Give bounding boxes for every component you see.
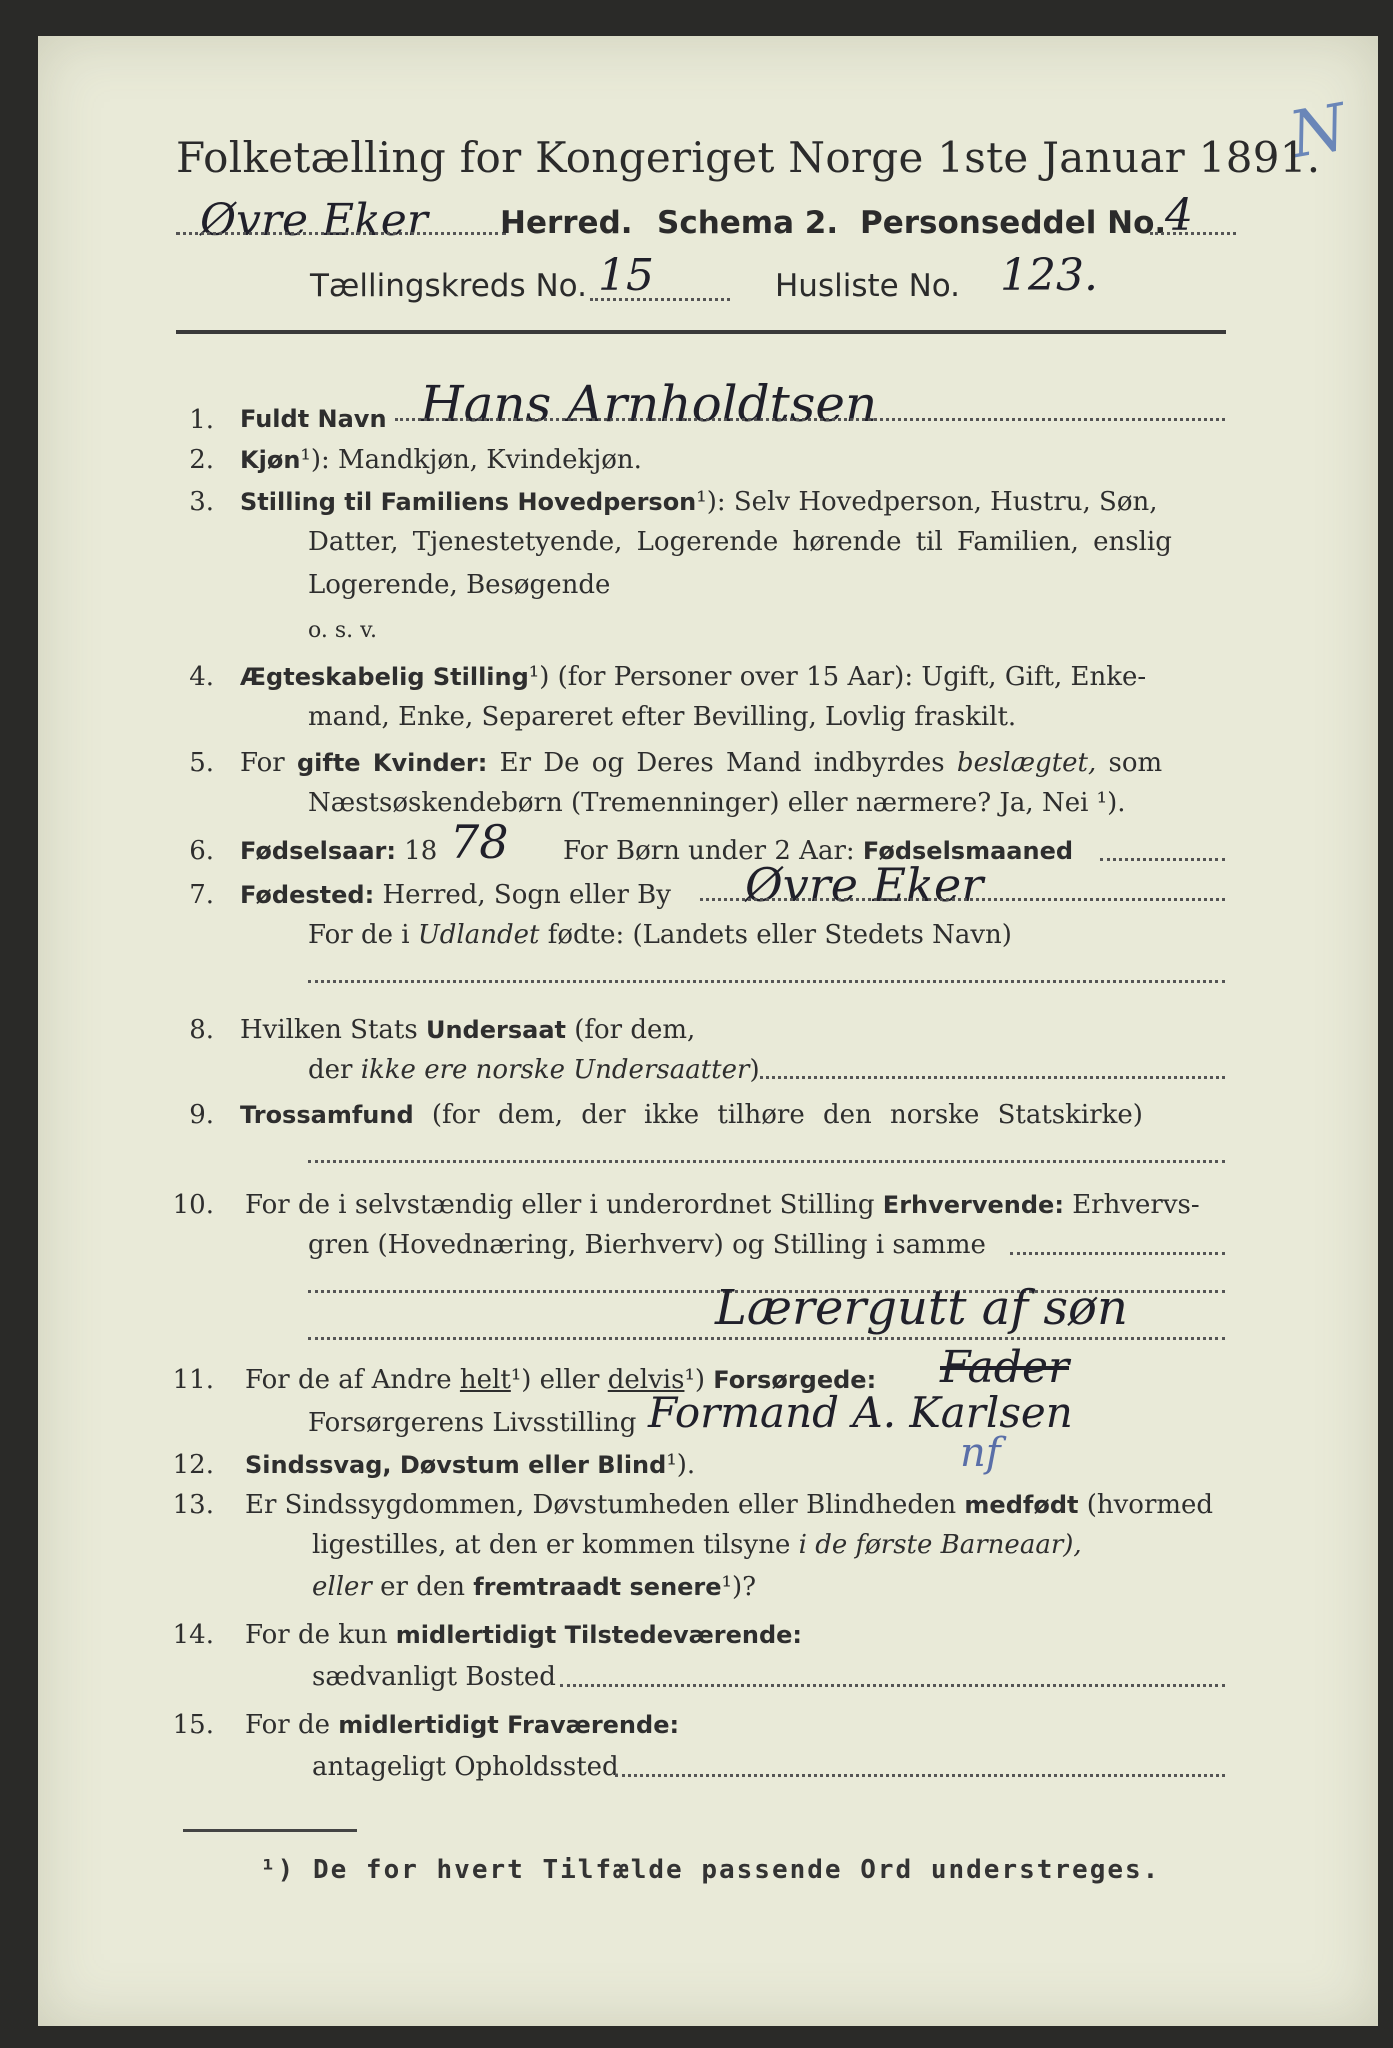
header-rule: [176, 330, 1226, 334]
item-8-italic: ikke ere norske Undersaatter: [360, 1055, 750, 1085]
item-15-label: midlertidigt Fraværende:: [338, 1711, 680, 1739]
item-13-er-den: er den: [380, 1572, 465, 1602]
item-7-abroad-dotted-line: [308, 980, 1225, 983]
item-13-prefix: Er Sindssygdommen, Døvstumheden eller Blindheden: [245, 1490, 957, 1520]
item-5-for: For: [240, 748, 285, 778]
item-5-question: Er De og Deres Mand indbyrdes: [499, 748, 945, 778]
item-7-dotted-line: [700, 898, 1225, 901]
item-3-label: Stilling til Familiens Hovedperson: [240, 488, 697, 516]
item-9-desc: (for dem, der ikke tilhøre den norske Statskirke): [431, 1100, 1143, 1130]
item-7-label: Fødested:: [240, 881, 375, 909]
item-11-eller: ¹) eller: [510, 1365, 600, 1395]
personseddel-dotted-line: [1150, 232, 1236, 235]
item-3-options-line-3: Logerende, Besøgende: [308, 570, 611, 600]
corner-pencil-mark: N: [1284, 90, 1352, 174]
item-2-number: 2.: [189, 445, 214, 475]
item-9-number: 9.: [189, 1100, 214, 1130]
birthplace-handwritten: Øvre Eker: [745, 858, 984, 912]
item-14-dotted-line: [560, 1684, 1225, 1687]
item-8-label: Undersaat: [425, 1016, 566, 1044]
husliste-handwritten: 123.: [1000, 250, 1098, 301]
item-14-number: 14.: [172, 1620, 214, 1650]
schema-label: Schema 2.: [657, 205, 839, 241]
item-9-dotted-line: [308, 1160, 1225, 1163]
item-7-abroad-desc: fødte: (Landets eller Stedets Navn): [547, 920, 1012, 950]
kreds-dotted-line: [590, 298, 730, 301]
item-4-options: ¹) (for Personer over 15 Aar): Ugift, Gift, Enke-: [528, 662, 1147, 692]
herred-dotted-line: [176, 232, 506, 235]
item-12-note: ¹).: [666, 1450, 696, 1480]
pencil-annotation: nf: [960, 1430, 1001, 1476]
item-11-provider-occupation-label: Forsørgerens Livsstilling: [308, 1408, 637, 1438]
item-10-dotted-line-1: [1010, 1252, 1225, 1255]
personseddel-label: Personseddel No.: [860, 205, 1167, 241]
item-5-label: gifte Kvinder:: [296, 749, 488, 777]
footnote: ¹) De for hvert Tilfælde passende Ord understreges.: [260, 1855, 1161, 1885]
item-13-note: ¹)?: [721, 1572, 757, 1602]
item-4-label: Ægteskabelig Stilling: [240, 663, 529, 691]
item-7-abroad-prefix: For de i: [308, 920, 410, 950]
item-7-number: 7.: [189, 880, 214, 910]
item-8-der: der: [308, 1055, 353, 1085]
item-15-dotted-line: [615, 1774, 1225, 1777]
item-13-eller: eller: [312, 1572, 372, 1602]
item-8-suffix: (for dem,: [574, 1015, 696, 1045]
item-13-suffix: (hvormed: [1086, 1490, 1214, 1520]
item-6-number: 6.: [189, 836, 214, 866]
item-6-label: Fødselsaar:: [240, 837, 396, 865]
item-13-number: 13.: [172, 1490, 214, 1520]
item-10-label: Erhvervende:: [882, 1191, 1064, 1219]
item-15-prefix: For de: [245, 1710, 330, 1740]
census-form-sheet: [38, 36, 1378, 2026]
item-2-options: ¹): Mandkjøn, Kvindekjøn.: [300, 445, 642, 475]
item-15-number: 15.: [172, 1710, 214, 1740]
item-5-number: 5.: [189, 748, 214, 778]
item-4-options-line-2: mand, Enke, Separeret efter Bevilling, Lovlig fraskilt.: [308, 702, 1017, 732]
item-3-options-line-4: o. s. v.: [308, 618, 377, 643]
item-13-senere: fremtraadt senere: [473, 1573, 722, 1601]
item-10-prefix: For de i selvstændig eller i underordnet Stilling: [245, 1190, 875, 1220]
item-14-residence-label: sædvanligt Bosted: [312, 1662, 556, 1692]
item-3-number: 3.: [189, 487, 214, 517]
provider-occupation-handwritten: Formand A. Karlsen: [648, 1388, 1073, 1437]
item-14-prefix: For de kun: [245, 1620, 388, 1650]
item-3-options-line-2: Datter, Tjenestetyende, Logerende hørende til Familien, enslig: [308, 527, 1172, 557]
personseddel-handwritten: 4: [1165, 190, 1193, 241]
form-title: Folketælling for Kongeriget Norge 1ste Januar 1891.: [176, 133, 1321, 182]
provider-struck-handwritten: Fader: [940, 1342, 1070, 1393]
item-11-note: ¹): [684, 1365, 706, 1395]
item-3-options: ¹): Selv Hovedperson, Hustru, Søn,: [696, 487, 1158, 517]
item-6-century: 18: [404, 836, 438, 866]
item-8-number: 8.: [189, 1015, 214, 1045]
item-5-question-line-2: Næstsøskendebørn (Tremenninger) eller nærmere? Ja, Nei ¹).: [308, 788, 1126, 818]
item-7-abroad-word: Udlandet: [417, 920, 540, 950]
item-10-dotted-line-3: [308, 1337, 1225, 1340]
item-13-line-2: ligestilles, at den er kommen tilsyne: [312, 1530, 791, 1560]
item-13-medfodt: medfødt: [964, 1491, 1079, 1519]
item-14-label: midlertidigt Tilstedeværende:: [395, 1621, 803, 1649]
item-11-helt: helt: [459, 1365, 511, 1395]
item-1-dotted-line: [395, 418, 1225, 421]
item-6-infant-label: For Børn under 2 Aar:: [563, 836, 855, 866]
item-1-number: 1.: [189, 405, 214, 435]
item-13-line-2-italic: i de første Barneaar),: [798, 1530, 1082, 1560]
item-6-dotted-line: [1100, 858, 1225, 861]
item-9-label: Trossamfund: [240, 1101, 414, 1129]
item-10-suffix: Erhvervs-: [1072, 1190, 1200, 1220]
item-11-number: 11.: [172, 1365, 214, 1395]
item-11-label: Forsørgede:: [713, 1366, 877, 1394]
item-10-number: 10.: [172, 1190, 214, 1220]
item-11-prefix: For de af Andre: [245, 1365, 452, 1395]
item-8-close: ): [749, 1055, 760, 1085]
item-2-label: Kjøn: [240, 446, 301, 474]
item-15-stay-label: antageligt Opholdssted: [312, 1752, 619, 1782]
item-12-number: 12.: [172, 1450, 214, 1480]
item-10-line-2: gren (Hovednæring, Bierhverv) og Stilling i samme: [308, 1230, 986, 1260]
item-5-som: som: [1108, 748, 1163, 778]
item-6-birth-month-label: Fødselsmaaned: [862, 837, 1074, 865]
item-7-desc: Herred, Sogn eller By: [382, 880, 671, 910]
item-8-dotted-line: [760, 1076, 1225, 1079]
birth-year-handwritten: 78: [450, 815, 509, 869]
herred-label: Herred.: [500, 205, 633, 241]
item-5-beslaegtet: beslægtet,: [956, 748, 1097, 778]
item-12-label: Sindssvag, Døvstum eller Blind: [245, 1451, 667, 1479]
kreds-handwritten: 15: [598, 250, 654, 301]
item-8-prefix: Hvilken Stats: [240, 1015, 418, 1045]
full-name-handwritten: Hans Arnholdtsen: [420, 375, 878, 433]
herred-handwritten: Øvre Eker: [200, 195, 428, 246]
item-11-delvis: delvis: [607, 1365, 685, 1395]
kreds-label: Tællingskreds No.: [310, 268, 587, 304]
item-4-number: 4.: [189, 662, 214, 692]
occupation-handwritten: Lærergutt af søn: [715, 1280, 1128, 1336]
husliste-label: Husliste No.: [775, 268, 961, 304]
footnote-rule: [183, 1829, 357, 1832]
item-1-label: Fuldt Navn: [240, 405, 387, 433]
